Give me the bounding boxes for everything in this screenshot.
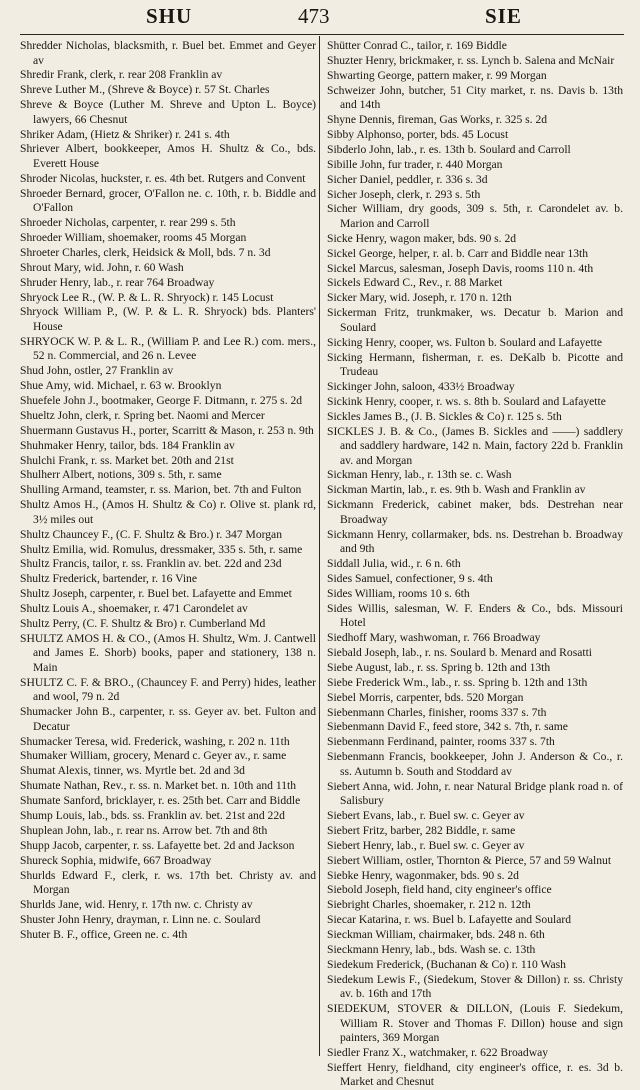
- directory-entry: Siddall Julia, wid., r. 6 n. 6th: [327, 557, 461, 571]
- directory-entry: Sickmann Frederick, cabinet maker, bds. Destrehan near Broadway: [327, 498, 623, 526]
- directory-entry: Sibderlo John, lab., r. es. 13th b. Soulard and Carroll: [327, 142, 571, 156]
- directory-entry: Siedekum Lewis F., (Siedekum, Stover & Dillon) r. ss. Christy av. b. 16th and 17th: [327, 972, 623, 1001]
- directory-entry: Siebold Joseph, field hand, city engineer's office: [327, 883, 552, 897]
- directory-entry: Siebel Morris, carpenter, bds. 520 Morgan: [327, 690, 524, 704]
- directory-entry: Siebert Fritz, barber, 282 Biddle, r. same: [327, 823, 516, 837]
- directory-entry: Siecar Katarina, r. ws. Buel b. Lafayette and Soulard: [327, 913, 572, 927]
- directory-entry: Shreve Luther M., (Shreve & Boyce) r. 57 St. Charles: [20, 83, 270, 97]
- directory-entry: Shultz Louis A., shoemaker, r. 471 Carondelet av: [20, 602, 248, 616]
- directory-entry: Siebright Charles, shoemaker, r. 212 n. 12th: [327, 898, 531, 912]
- directory-entry: Sickles James B., (J. B. Sickles & Co) r. 125 s. 5th: [327, 409, 562, 423]
- directory-entry: Sickmann Henry, collarmaker, bds. ns. Destrehan b. Broadway and 9th: [327, 527, 623, 556]
- directory-entry: Sides Willis, salesman, W. F. Enders & Co., bds. Missouri Hotel: [327, 601, 623, 630]
- directory-entry: SICKLES J. B. & Co., (James B. Sickles and ——) saddlery and saddlery hardware, 142 n. Main, factory 22d b. Franklin av. and Morgan: [327, 424, 623, 467]
- directory-entry: Sibille John, fur trader, r. 440 Morgan: [327, 157, 503, 171]
- directory-entry: Siebert Henry, lab., r. Buel sw. c. Geyer av: [327, 838, 525, 852]
- directory-entry: Shultz Chauncey F., (C. F. Shultz & Bro.) r. 347 Morgan: [20, 527, 283, 541]
- directory-entry: Shredder Nicholas, blacksmith, r. Buel bet. Emmet and Geyer av: [20, 39, 316, 67]
- directory-entry: Shuermann Gustavus H., porter, Scarritt & Mason, r. 253 n. 9th: [20, 423, 314, 437]
- directory-entry: Sickink Henry, cooper, r. ws. s. 8th b. Soulard and Lafayette: [327, 394, 606, 408]
- directory-entry: Siebenmann Ferdinand, painter, rooms 337 s. 7th: [327, 735, 555, 749]
- directory-entry: Shultz Francis, tailor, r. ss. Franklin av. bet. 22d and 23d: [20, 557, 282, 571]
- directory-entry: Shumaker William, grocery, Menard c. Geyer av., r. same: [20, 749, 287, 763]
- directory-entry: Sicke Henry, wagon maker, bds. 90 s. 2d: [327, 231, 517, 245]
- directory-entry: Shredir Frank, clerk, r. rear 208 Franklin av: [20, 68, 223, 82]
- directory-entry: Shultz Emilia, wid. Romulus, dressmaker, 335 s. 5th, r. same: [20, 542, 303, 556]
- directory-entry: Sickel George, helper, r. al. b. Carr and Biddle near 13th: [327, 246, 589, 260]
- directory-entry: Shriever Albert, bookkeeper, Amos H. Shultz & Co., bds. Everett House: [20, 142, 316, 170]
- directory-entry: SHULTZ AMOS H. & CO., (Amos H. Shultz, Wm. J. Cantwell and James E. Shorb) books, paper and stationery, 138 n. Main: [20, 631, 316, 674]
- directory-entry: Siedler Franz X., watchmaker, r. 622 Broadway: [327, 1046, 549, 1060]
- directory-entry: Shureck Sophia, midwife, 667 Broadway: [20, 853, 212, 867]
- directory-entry: Siebenmann Charles, finisher, rooms 337 s. 7th: [327, 705, 547, 719]
- running-head-right: SIE: [485, 4, 522, 28]
- directory-entry: Shumat Alexis, tinner, ws. Myrtle bet. 2d and 3d: [20, 764, 245, 778]
- directory-entry: Sicher Joseph, clerk, r. 293 s. 5th: [327, 187, 481, 201]
- right-column: [327, 39, 623, 1089]
- directory-entry: Shütter Conrad C., tailor, r. 169 Biddle: [327, 39, 507, 52]
- directory-entry: Siedekum Frederick, (Buchanan & Co) r. 110 Wash: [327, 957, 566, 971]
- directory-entry: Shurlds Edward F., clerk, r. ws. 17th bet. Christy av. and Morgan: [20, 868, 316, 897]
- directory-entry: Sides William, rooms 10 s. 6th: [327, 586, 470, 600]
- directory-entry: Shyne Dennis, fireman, Gas Works, r. 325 s. 2d: [327, 113, 548, 127]
- directory-entry: SHULTZ C. F. & BRO., (Chauncey F. and Perry) hides, leather and wool, 79 n. 2d: [20, 675, 316, 704]
- directory-entry: Sieckman William, chairmaker, bds. 248 n. 6th: [327, 928, 545, 942]
- directory-entry: Shultz Perry, (C. F. Shultz & Bro) r. Cumberland Md: [20, 617, 266, 630]
- directory-entry: Sicher Daniel, peddler, r. 336 s. 3d: [327, 172, 488, 186]
- directory-entry: Shumate Sanford, bricklayer, r. es. 25th bet. Carr and Biddle: [20, 794, 301, 808]
- directory-entry: Sickerman Fritz, trunkmaker, ws. Decatur b. Marion and Soulard: [327, 306, 623, 334]
- directory-entry: SHRYOCK W. P. & L. R., (William P. and Lee R.) com. mers., 52 n. Commercial, and 26 n. Levee: [20, 334, 316, 363]
- directory-entry: Siebke Henry, wagonmaker, bds. 90 s. 2d: [327, 868, 519, 882]
- directory-entry: Shultz Amos H., (Amos H. Shultz & Co) r. Olive st. plank rd, 3½ miles out: [20, 498, 316, 526]
- directory-entry: Shriker Adam, (Hietz & Shriker) r. 241 s. 4th: [20, 127, 230, 141]
- directory-entry: Siedhoff Mary, washwoman, r. 766 Broadway: [327, 631, 541, 645]
- directory-entry: Sickinger John, saloon, 433½ Broadway: [327, 379, 515, 393]
- directory-entry: Shuzter Henry, brickmaker, r. ss. Lynch b. Salena and McNair: [327, 53, 615, 67]
- directory-entry: Shultz Frederick, bartender, r. 16 Vine: [20, 572, 197, 586]
- directory-entry: Sides Samuel, confectioner, 9 s. 4th: [327, 571, 493, 585]
- column-divider: [319, 36, 320, 1056]
- directory-entry: Siebenmann David F., feed store, 342 s. 7th, r. same: [327, 720, 568, 734]
- page-header: [0, 0, 640, 34]
- directory-entry: Shreve & Boyce (Luther M. Shreve and Upton L. Boyce) lawyers, 66 Chesnut: [20, 98, 316, 126]
- directory-entry: Sicking Hermann, fisherman, r. es. DeKalb b. Picotte and Trudeau: [327, 350, 623, 379]
- directory-entry: Sicking Henry, cooper, ws. Fulton b. Soulard and Lafayette: [327, 335, 603, 349]
- directory-entry: Shroeder Nicholas, carpenter, r. rear 299 s. 5th: [20, 216, 236, 230]
- directory-entry: Shulherr Albert, notions, 309 s. 5th, r. same: [20, 468, 222, 482]
- directory-entry: Shroder Nicolas, huckster, r. es. 4th bet. Rutgers and Convent: [20, 171, 306, 185]
- directory-entry: Siebert Evans, lab., r. Buel sw. c. Geyer av: [327, 809, 525, 823]
- directory-entry: Shump Louis, lab., bds. ss. Franklin av. bet. 21st and 22d: [20, 809, 285, 823]
- directory-entry: Sicker Mary, wid. Joseph, r. 170 n. 12th: [327, 291, 512, 305]
- directory-entry: Shuefele John J., bootmaker, George F. Ditmann, r. 275 s. 2d: [20, 394, 303, 408]
- directory-entry: Siebert William, ostler, Thornton & Pierce, 57 and 59 Walnut: [327, 853, 612, 867]
- directory-entry: Sieckmann Henry, lab., bds. Wash se. c. 13th: [327, 943, 536, 957]
- directory-entry: Sibby Alphonso, porter, bds. 45 Locust: [327, 127, 509, 141]
- directory-entry: Siebald Joseph, lab., r. ns. Soulard b. Menard and Rosatti: [327, 646, 593, 659]
- directory-entry: Shuter B. F., office, Green ne. c. 4th: [20, 927, 188, 941]
- directory-entry: Siebe Frederick Wm., lab., r. ss. Spring b. 12th and 13th: [327, 675, 588, 689]
- directory-entry: Sickel Marcus, salesman, Joseph Davis, rooms 110 n. 4th: [327, 261, 594, 275]
- directory-entry: Sickman Martin, lab., r. es. 9th b. Wash and Franklin av: [327, 483, 586, 497]
- page-number: 473: [298, 4, 330, 28]
- directory-entry: Shupp Jacob, carpenter, r. ss. Lafayette bet. 2d and Jackson: [20, 838, 295, 852]
- directory-entry: Shroeder William, shoemaker, rooms 45 Morgan: [20, 231, 247, 245]
- directory-entry: SIEDEKUM, STOVER & DILLON, (Louis F. Siedekum, William R. Stover and Thomas F. Dillon) house and sign painters, 369 Morgan: [327, 1002, 623, 1045]
- directory-entry: Shumate Nathan, Rev., r. ss. n. Market bet. n. 10th and 11th: [20, 779, 297, 793]
- directory-entry: Shulchi Frank, r. ss. Market bet. 20th and 21st: [20, 453, 234, 467]
- directory-entry: Siebenmann Francis, bookkeeper, John J. Anderson & Co., r. ss. Autumn b. South and Stoddard av: [327, 750, 623, 778]
- header-rule: [20, 34, 624, 35]
- directory-entry: Shultz Joseph, carpenter, r. Buel bet. Lafayette and Emmet: [20, 587, 292, 601]
- directory-entry: Shuhmaker Henry, tailor, bds. 184 Franklin av: [20, 438, 235, 452]
- directory-entry: Sicher William, dry goods, 309 s. 5th, r. Carondelet av. b. Marion and Carroll: [327, 202, 623, 230]
- directory-entry: Sickman Henry, lab., r. 13th se. c. Wash: [327, 468, 512, 482]
- directory-entry: Shryock Lee R., (W. P. & L. R. Shryock) r. 145 Locust: [20, 290, 274, 304]
- directory-entry: Shwarting George, pattern maker, r. 99 Morgan: [327, 68, 547, 82]
- left-column: [20, 39, 316, 1059]
- directory-entry: Shumacker Teresa, wid. Frederick, washing, r. 202 n. 11th: [20, 734, 290, 748]
- directory-entry: Shueltz John, clerk, r. Spring bet. Naomi and Mercer: [20, 408, 265, 422]
- directory-entry: Shrout Mary, wid. John, r. 60 Wash: [20, 260, 184, 274]
- directory-entry: Schweizer John, butcher, 51 City market, r. ns. Davis b. 13th and 14th: [327, 83, 623, 112]
- directory-entry: Shuplean John, lab., r. rear ns. Arrow bet. 7th and 8th: [20, 823, 268, 837]
- directory-entry: Shue Amy, wid. Michael, r. 63 w. Brooklyn: [20, 379, 222, 393]
- directory-entry: Shroeter Charles, clerk, Heidsick & Moll, bds. 7 n. 3d: [20, 245, 271, 259]
- directory-entry: Shumacker John B., carpenter, r. ss. Geyer av. bet. Fulton and Decatur: [20, 705, 316, 733]
- running-head-left: SHU: [146, 4, 193, 28]
- directory-entry: Siebe August, lab., r. ss. Spring b. 12th and 13th: [327, 660, 551, 674]
- directory-entry: Shulling Armand, teamster, r. ss. Marion, bet. 7th and Fulton: [20, 483, 302, 497]
- directory-entry: Shud John, ostler, 27 Franklin av: [20, 364, 174, 378]
- directory-entry: Sieffert Henry, fieldhand, city engineer's office, r. es. 3d b. Market and Chesnut: [327, 1060, 623, 1089]
- directory-entry: Shuster John Henry, drayman, r. Linn ne. c. Soulard: [20, 912, 261, 926]
- directory-entry: Shryock William P., (W. P. & L. R. Shryock) bds. Planters' House: [20, 305, 316, 333]
- directory-entry: Siebert Anna, wid. John, r. near Natural Bridge plank road n. of Salisbury: [327, 779, 623, 808]
- directory-entry: Shroeder Bernard, grocer, O'Fallon ne. c. 10th, r. b. Biddle and O'Fallon: [20, 186, 316, 215]
- directory-entry: Shurlds Jane, wid. Henry, r. 17th nw. c. Christy av: [20, 897, 253, 911]
- directory-entry: Sickels Edward C., Rev., r. 88 Market: [327, 276, 503, 290]
- directory-entry: Shruder Henry, lab., r. rear 764 Broadway: [20, 275, 215, 289]
